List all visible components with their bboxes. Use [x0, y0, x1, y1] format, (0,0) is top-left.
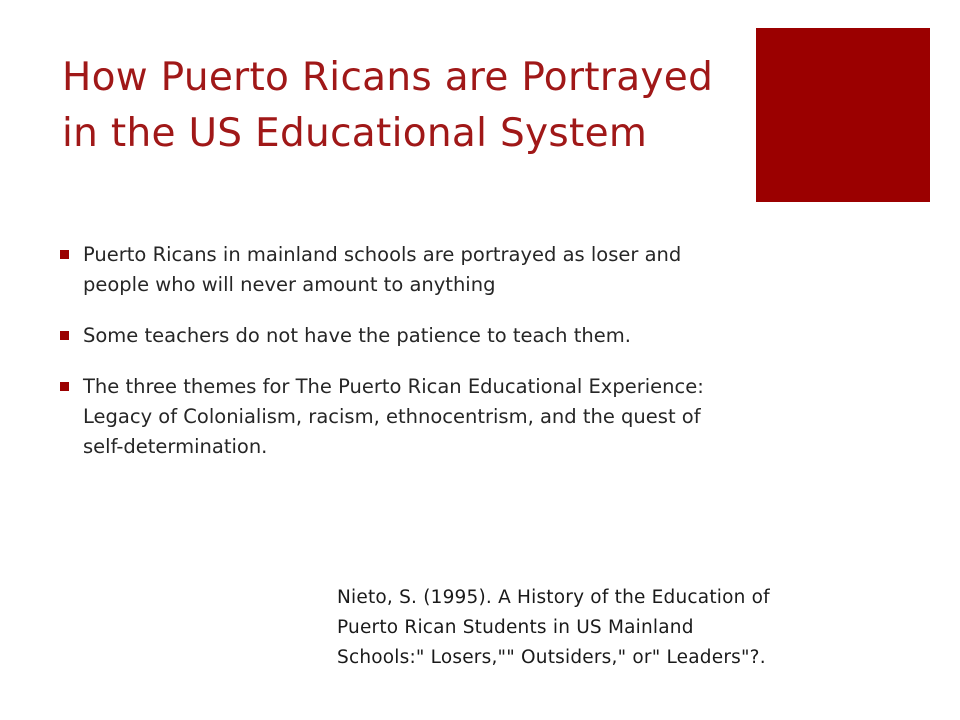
square-bullet-icon	[60, 331, 69, 340]
square-bullet-icon	[60, 382, 69, 391]
bullet-text: Puerto Ricans in mainland schools are portrayed as loser and people who will never amount to anything	[83, 243, 682, 296]
bullet-list	[58, 240, 728, 483]
bullet-item	[58, 372, 728, 462]
bullet-item	[58, 321, 728, 351]
citation-text: Nieto, S. (1995). A History of the Education of Puerto Rican Students in US Mainland Schools:" Losers,"" Outsiders," or" Leaders"?.	[337, 587, 770, 668]
bullet-text: The three themes for The Puerto Rican Educational Experience: Legacy of Colonialism, racism, ethnocentrism, and the quest of self-determination.	[83, 375, 704, 458]
bullet-item	[58, 240, 728, 300]
accent-square	[756, 28, 930, 202]
square-bullet-icon	[60, 250, 69, 259]
slide-title: How Puerto Ricans are Portrayed in the US Educational System	[62, 55, 714, 156]
bullet-text: Some teachers do not have the patience to teach them.	[83, 324, 631, 347]
